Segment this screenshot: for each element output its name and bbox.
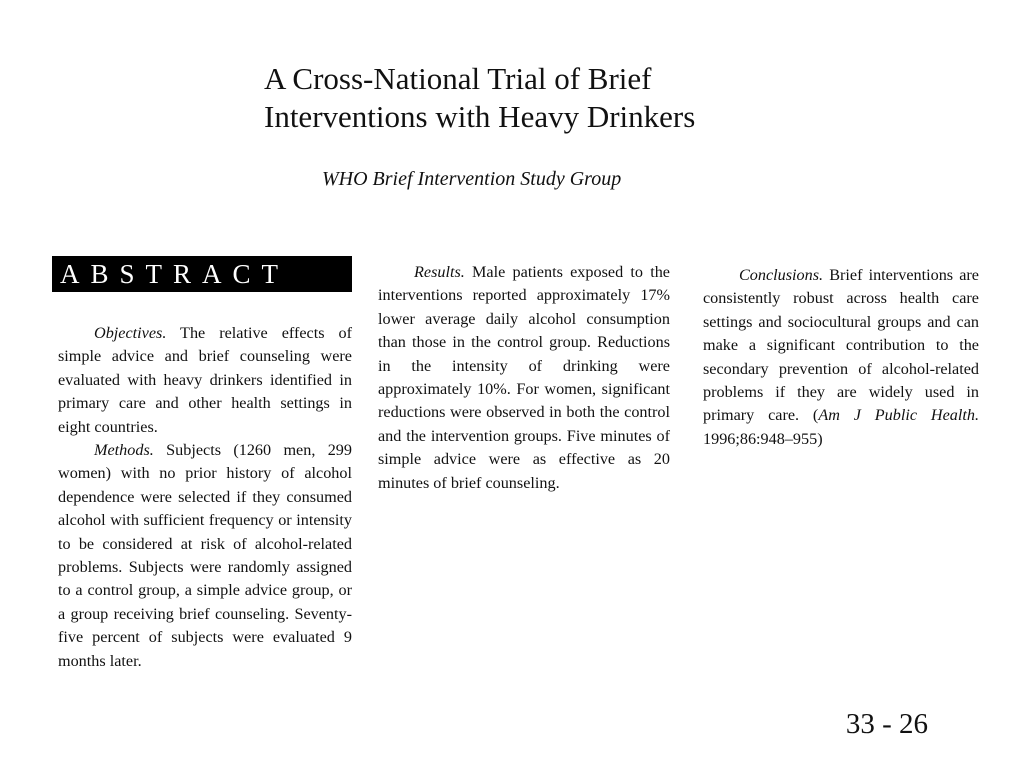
objectives-text: The relative effects of simple advice and brief counseling were evaluated with heavy drinkers identified in primary care and other health settings in eight countries. [58,324,352,436]
results-text: Male patients exposed to the interventions reported approximately 17% lower average daily alcohol consumption than those in the control group. Reductions in the intensity of drinking were approximately 10%. For women, significant reductions were observed in both the control and the intervention groups. Five minutes of simple advice were as effective as 20 minutes of brief counseling. [378,263,670,492]
citation-details: 1996;86:948–955) [703,429,823,448]
paper-title-line-1: A Cross-National Trial of Brief [264,61,652,96]
paper-authors: WHO Brief Intervention Study Group [322,168,622,190]
methods-lead: Methods. [94,441,154,460]
conclusions-text: Brief interventions are consistently robust across health care settings and sociocultural groups and can make a significant contribution to the secondary prevention of alcohol-related problems if they are widely used in primary care. ( [703,266,979,425]
results-lead: Results. [414,263,465,281]
conclusions-lead: Conclusions. [739,266,824,284]
paper-title-line-2: Interventions with Heavy Drinkers [264,99,696,134]
citation-journal: Am J Public Health. [818,406,980,425]
methods-paragraph [58,439,352,673]
abstract-column-1 [58,322,352,673]
conclusions-paragraph [703,264,979,451]
abstract-column-2 [378,261,670,495]
paper-title [264,60,824,136]
abstract-heading: ABSTRACT [52,256,352,292]
abstract-column-3 [703,264,979,451]
slide-number: 33 - 26 [845,708,928,740]
objectives-lead: Objectives. [94,324,167,342]
results-paragraph [378,261,670,495]
objectives-paragraph [58,322,352,439]
methods-text: Subjects (1260 men, 299 women) with no prior history of alcohol dependence were selected if they consumed alcohol with sufficient frequency or intensity to be considered at risk of alcohol-related problems. Subjects were randomly assigned to a control group, a simple advice group, or a group receiving brief counseling. Seventy-five percent of subjects were evaluated 9 months later. [58,441,352,670]
